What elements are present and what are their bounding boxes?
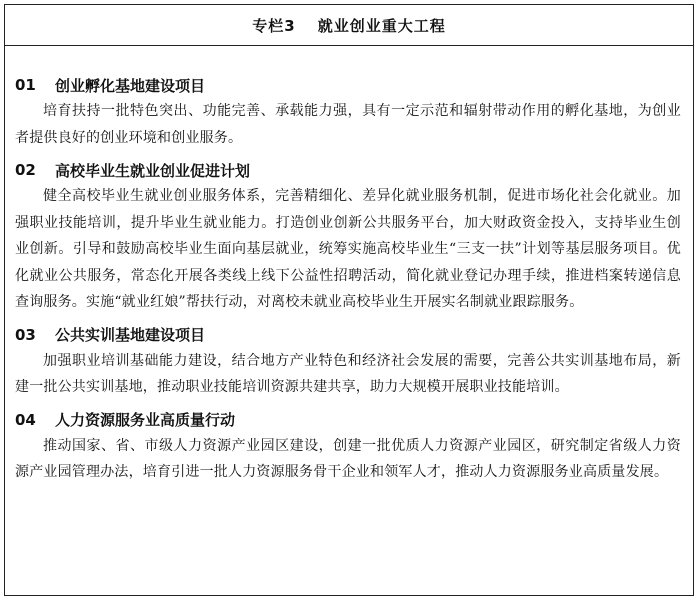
project-item [15, 72, 681, 151]
project-description: 培育扶持一批特色突出、功能完善、承载能力强，具有一定示范和辐射带动作用的孵化基地，为创业者提供良好的创业环境和创业服务。 [15, 103, 681, 146]
project-heading [15, 72, 681, 98]
project-title: 公共实训基地建设项目 [55, 326, 206, 344]
column-content [5, 46, 693, 486]
project-description: 推动国家、省、市级人力资源产业园区建设，创建一批优质人力资源产业园区，研究制定省级人力资源产业园管理办法，培育引进一批人力资源服务骨干企业和领军人才，推动人力资源服务业高质量发展。 [15, 437, 681, 480]
project-description: 健全高校毕业生就业创业服务体系，完善精细化、差异化就业服务机制，促进市场化社会化就业。加强职业技能培训，提升毕业生就业能力。打造创业创新公共服务平台，加大财政资金投入，支持毕业生创业创新。引导和鼓励高校毕业生面向基层就业，统筹实施高校毕业生“三支一扶”计划等基层服务项目。优化就业公共服务，常态化开展各类线上线下公益性招聘活动，简化就业登记办理手续，推进档案转递信息查询服务。实施“就业红娘”帮扶行动，对离校未就业高校毕业生开展实名制就业跟踪服务。 [15, 188, 681, 310]
column-header [5, 5, 693, 46]
project-heading [15, 322, 681, 348]
project-heading [15, 157, 681, 183]
project-title: 人力资源服务业高质量行动 [55, 411, 236, 429]
project-description: 加强职业培训基础能力建设，结合地方产业特色和经济社会发展的需要，完善公共实训基地布局，新建一批公共实训基地，推动职业技能培训资源共建共享，助力大规模开展职业技能培训。 [15, 352, 681, 395]
project-number: 04 [15, 410, 36, 429]
project-title: 高校毕业生就业创业促进计划 [55, 161, 251, 180]
column-box [4, 4, 694, 596]
project-title: 创业孵化基地建设项目 [55, 76, 206, 95]
project-number: 01 [15, 76, 36, 94]
column-title: 就业创业重大工程 [317, 16, 446, 35]
project-heading [15, 407, 681, 433]
project-item [15, 322, 681, 401]
project-item [15, 157, 681, 316]
project-number: 02 [15, 161, 36, 179]
column-label: 专栏3 [252, 16, 296, 35]
project-item [15, 407, 681, 486]
project-number: 03 [15, 325, 36, 344]
